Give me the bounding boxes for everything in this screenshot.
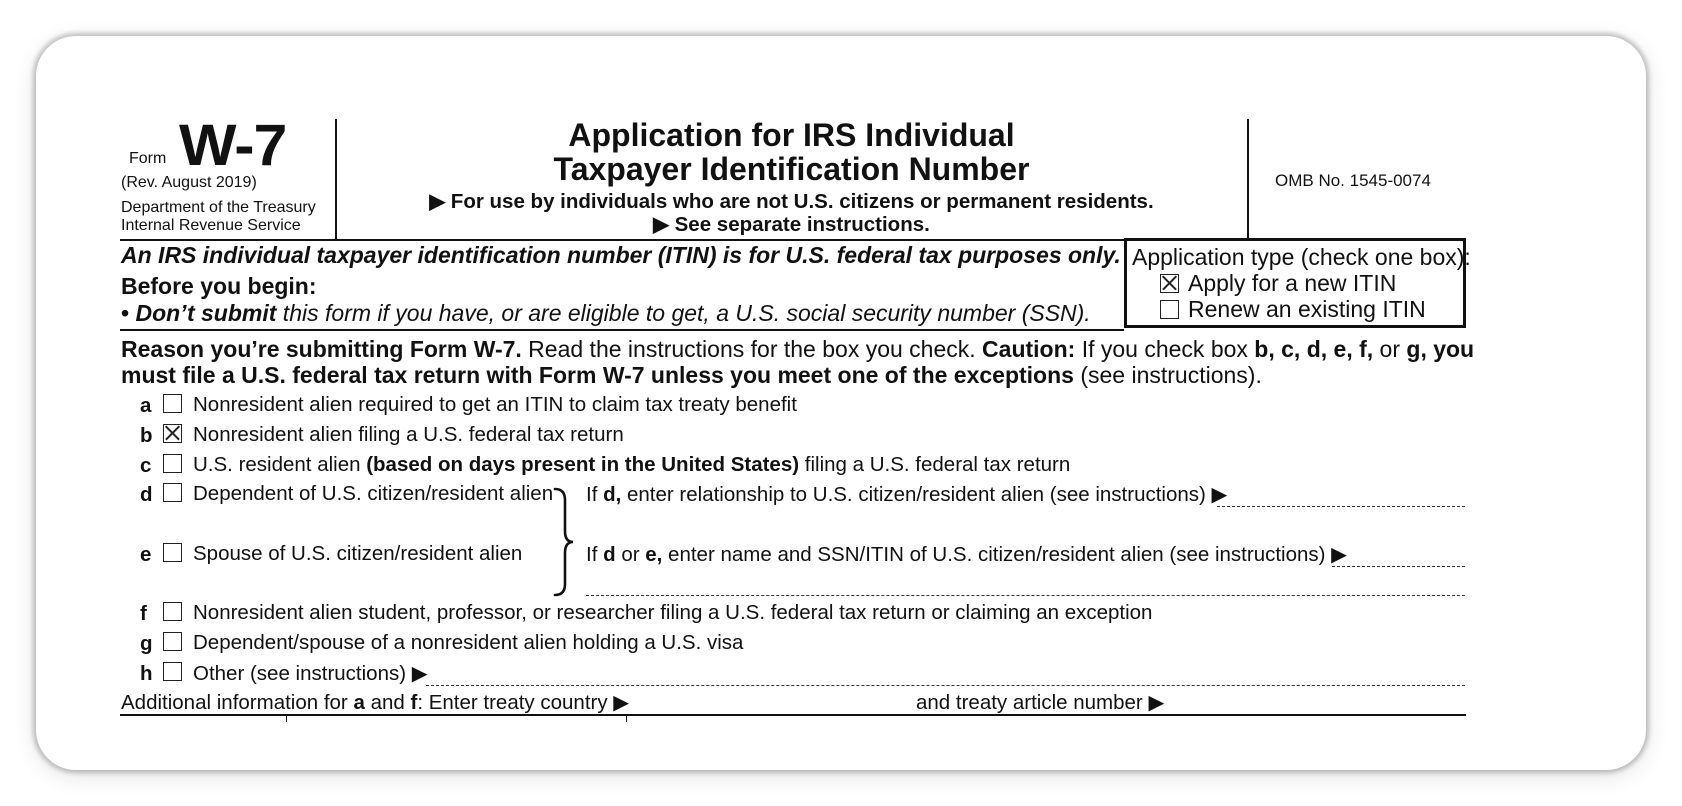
form-subtitle-1: ▶ For use by individuals who are not U.S. citizens or permanent residents.	[429, 190, 1154, 213]
additional-and: and	[364, 691, 411, 714]
w7-form-card	[36, 36, 1646, 770]
application-type-title: Application type (check one box):	[1132, 244, 1471, 270]
form-title-line2: Taxpayer Identification Number	[553, 151, 1030, 187]
revision-date: (Rev. August 2019)	[121, 174, 257, 191]
additional-info-label	[121, 690, 629, 715]
apply-new-itin-checkbox[interactable]	[1160, 274, 1179, 293]
option-h-letter: h	[140, 662, 153, 685]
option-h-label: Other (see instructions) ▶	[193, 662, 428, 685]
treaty-country-field-tick	[626, 716, 627, 722]
dont-submit-note	[121, 300, 1091, 327]
option-a-checkbox[interactable]	[163, 394, 182, 413]
renew-itin-label: Renew an existing ITIN	[1188, 296, 1426, 322]
intro-bottom-rule	[120, 329, 1124, 331]
bullet: •	[121, 300, 130, 326]
dont-submit-bold: Don’t submit	[135, 300, 277, 326]
omb-number: OMB No. 1545-0074	[1275, 171, 1431, 190]
irs-label: Internal Revenue Service	[121, 217, 301, 234]
option-c-label	[193, 453, 1070, 477]
before-you-begin: Before you begin:	[121, 273, 317, 299]
treaty-country-field-start-tick	[286, 716, 287, 722]
option-c-text-bold: (based on days present in the United States)	[366, 453, 800, 476]
additional-rest: : Enter treaty country ▶	[417, 691, 630, 714]
header-divider-right	[1247, 119, 1249, 241]
option-e-letter: e	[140, 543, 152, 566]
form-word: Form	[129, 150, 167, 167]
reason-line2-bold: must file a U.S. federal tax return with Form W-7 unless you meet one of the exceptions	[121, 362, 1074, 388]
option-a-letter: a	[140, 394, 152, 417]
treaty-article-label: and treaty article number ▶	[916, 691, 1165, 714]
reason-line1	[121, 336, 1474, 363]
additional-a: a	[353, 691, 365, 714]
option-g-letter: g	[140, 632, 153, 655]
e-d-letter: d	[603, 543, 616, 566]
d-rest: enter relationship to U.S. citizen/resident alien (see instructions) ▶	[621, 483, 1228, 506]
additional-info-rule	[120, 714, 1466, 716]
caution-boxes: b, c, d, e, f,	[1254, 336, 1374, 362]
d-relationship-prompt	[586, 482, 1227, 507]
renew-itin-checkbox[interactable]	[1160, 300, 1179, 319]
e-name-prompt	[586, 542, 1347, 567]
option-d-checkbox[interactable]	[163, 483, 182, 502]
form-subtitle-2: ▶ See separate instructions.	[653, 213, 930, 236]
additional-pre: Additional information for	[121, 691, 354, 714]
e-e-letter: e,	[645, 543, 663, 566]
option-f-label: Nonresident alien student, professor, or researcher filing a U.S. federal tax return or claiming an exception	[193, 601, 1153, 624]
option-e-checkbox[interactable]	[163, 543, 182, 562]
reason-heading: Reason you’re submitting Form W-7.	[121, 336, 522, 362]
apply-new-itin-label: Apply for a new ITIN	[1188, 270, 1397, 296]
form-number: W-7	[179, 113, 287, 178]
option-g-label: Dependent/spouse of a nonresident alien holding a U.S. visa	[193, 631, 744, 654]
caution-g-you: g, you	[1406, 336, 1475, 362]
option-a-label: Nonresident alien required to get an ITIN to claim tax treaty benefit	[193, 393, 797, 416]
caution-text: If you check box	[1075, 336, 1255, 362]
dept-treasury: Department of the Treasury	[121, 199, 316, 216]
option-h-other-field[interactable]	[426, 685, 1465, 686]
d-relationship-field[interactable]	[1217, 506, 1465, 507]
e-if: If	[586, 543, 604, 566]
reason-lead-text: Read the instructions for the box you check.	[521, 336, 983, 362]
option-h-checkbox[interactable]	[163, 662, 182, 681]
form-title-line1: Application for IRS Individual	[568, 117, 1015, 153]
option-e-label: Spouse of U.S. citizen/resident alien	[193, 542, 523, 565]
d-if: If	[586, 483, 604, 506]
d-letter: d,	[603, 483, 622, 506]
dont-submit-rest: this form if you have, or are eligible to get, a U.S. social security number (SSN).	[276, 300, 1091, 326]
additional-f: f	[410, 691, 418, 714]
reason-line2	[121, 362, 1262, 389]
itin-statement: An IRS individual taxpayer identification number (ITIN) is for U.S. federal tax purposes only.	[121, 242, 1121, 268]
option-c-text-pre: U.S. resident alien	[193, 453, 367, 476]
e-rest: enter name and SSN/ITIN of U.S. citizen/resident alien (see instructions) ▶	[662, 543, 1347, 566]
option-d-label: Dependent of U.S. citizen/resident alien	[193, 482, 554, 505]
option-c-letter: c	[140, 454, 152, 477]
option-c-checkbox[interactable]	[163, 454, 182, 473]
option-f-letter: f	[140, 602, 147, 625]
option-d-letter: d	[140, 483, 153, 506]
option-f-checkbox[interactable]	[163, 602, 182, 621]
option-b-letter: b	[140, 424, 153, 447]
option-c-text-post: filing a U.S. federal tax return	[799, 453, 1071, 476]
option-g-checkbox[interactable]	[163, 632, 182, 651]
e-name-field[interactable]	[1332, 566, 1465, 567]
caution-label: Caution:	[982, 336, 1076, 362]
form-title	[336, 118, 1247, 186]
option-b-label: Nonresident alien filing a U.S. federal tax return	[193, 423, 624, 446]
reason-line2-text: (see instructions).	[1073, 362, 1262, 388]
e-or: or	[615, 543, 646, 566]
brace-bracket	[552, 486, 576, 598]
option-b-checkbox[interactable]	[163, 424, 182, 443]
caution-or: or	[1373, 336, 1407, 362]
e-ssn-field[interactable]	[586, 595, 1465, 596]
